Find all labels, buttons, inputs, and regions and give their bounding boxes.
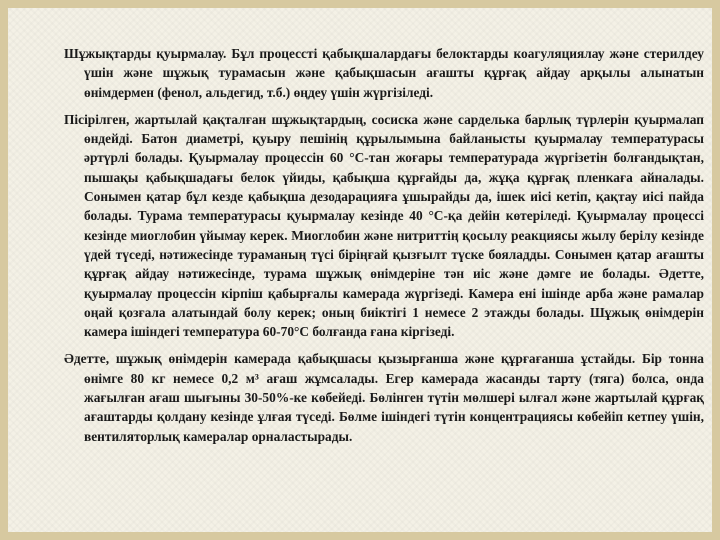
paragraph-smoking-purpose: Шұжықтарды қуырмалау. Бұл процессті қабықшалардағы белоктарды коагуляциялау және стерилдеу үшін және шұжық турамасын және қабықшасын ағашты құрғақ айдау арқылы алынатын өнімдермен (фенол, альдегид, т.б.) өңдеу үшін жүргізіледі. xyxy=(64,46,704,100)
paragraph-smoking-chamber: Әдетте, шұжық өнімдерін камерада қабықшасы қызырғанша және құрғағанша ұстайды. Бір тонна өнімге 80 кг немесе 0,2 м³ ағаш жұмсалады. Егер камерада жасанды тарту (тяга) болса, онда жағылған ағаш шығыны 30-50%-ке көбейеді. Бөлінген түтін мөлшері ылғал және жартылай құрғақ ағаштарды қолдану кезінде ұлғая түседі. Бөлме ішіндегі түтін концентрациясы көбейіп кетпеу үшін, вентиляторлық камералар орналастырады. xyxy=(64,351,704,444)
document-body xyxy=(64,44,704,454)
paragraph-smoking-process: Пісірілген, жартылай қақталған шұжықтардың, сосиска және сарделька барлық түрлерін қуырмалап өндейді. Батон диаметрі, қуыру пешінің құрылымына байланысты қуырмалау температурасы әртүрлі болады. Қуырмалау процессін 60 °С-тан жоғары температурада жүргізетін болғандықтан, пышақы қабықшадағы белок үйиды, қабықша құрғайды да, жұқа құрғақ пленкаға айналады. Сонымен қатар бұл кезде қабықша дезодарацияға ұшырайды да, ішек иісі кетіп, қақтау иісі пайда болады. Турама температурасы қуырмалау кезінде 40 °С-қа дейін көтеріледі. Қуырмалау процессі кезінде миоглобин үйымау керек. Миоглобин және нитриттің қосылу реакциясы жылу берілу кезінде үдей түседі, нәтижесінде тураманың түсі біріңғай қызғылт түске бояладды. Сонымен қатар ағашты құрғақ айдау нәтижесінде, турама шұжық өнімдеріне тән иіс және дәмге ие болады. Әдетте, қуырмалау процессін кірпіш қабырғалы камерада жүргізеді. Камера ені ішінде арба және рамалар оңай қозғала алатындай болу керек; оның биіктігі 1 немесе 2 этажды болады. Шұжық өнімдерін камера ішіндегі температура 60-70°С болғанда ғана кіргізеді. xyxy=(64,111,704,340)
